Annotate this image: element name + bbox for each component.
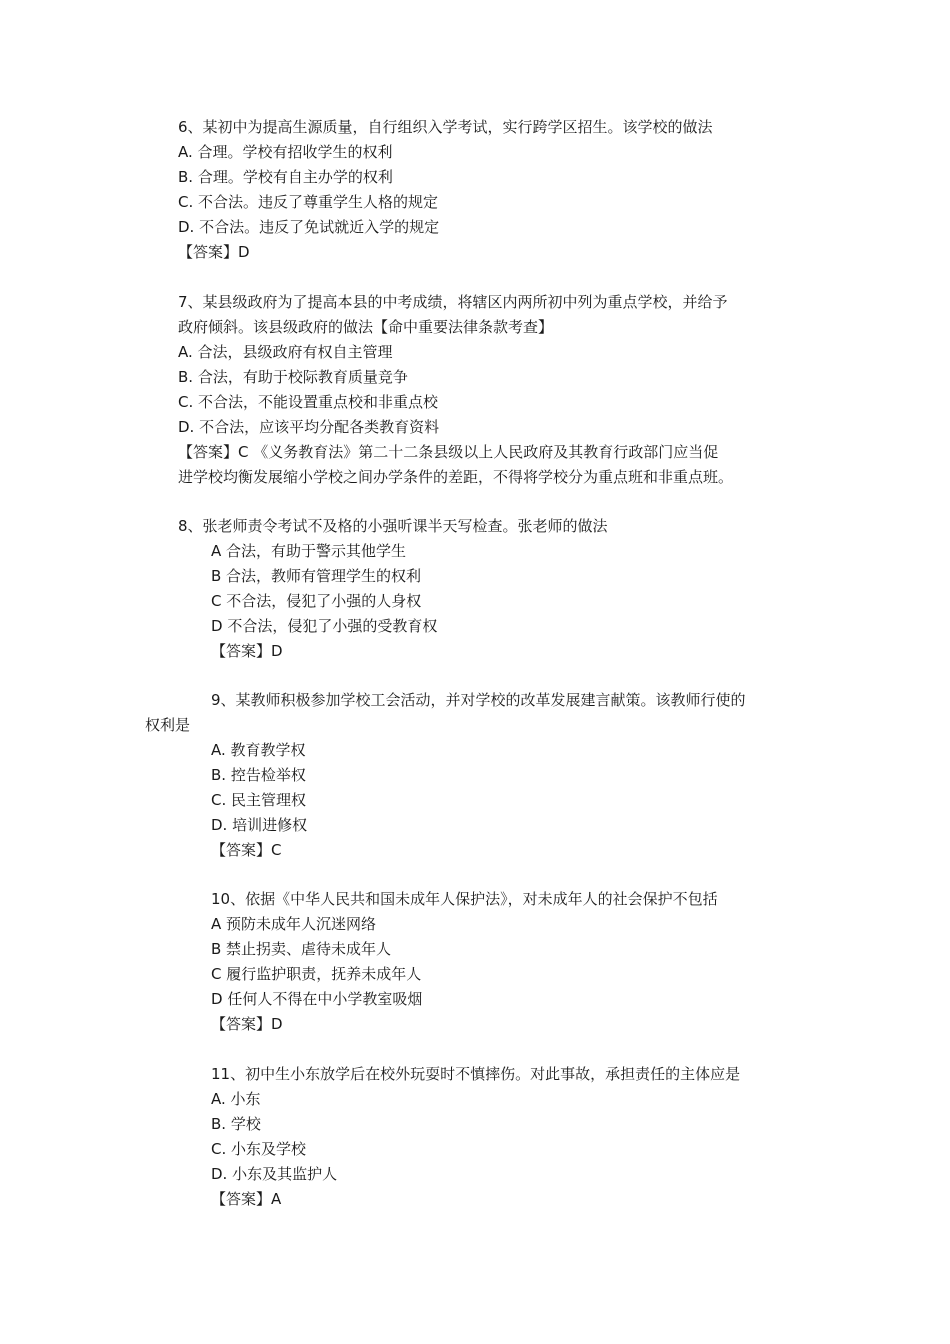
q11-option-b: B. 学校 xyxy=(211,1115,261,1133)
q8-option-c: C 不合法，侵犯了小强的人身权 xyxy=(211,592,422,610)
q10-option-d: D 任何人不得在中小学教室吸烟 xyxy=(211,990,423,1008)
q10-option-c: C 履行监护职责，抚养未成年人 xyxy=(211,965,422,983)
q9-stem-line2: 权利是 xyxy=(145,716,191,734)
q9-option-a: A. 教育教学权 xyxy=(211,741,306,759)
q9-option-b: B. 控告检举权 xyxy=(211,766,306,784)
q7-stem-line1: 7、某县级政府为了提高本县的中考成绩，将辖区内两所初中列为重点学校，并给予 xyxy=(178,293,728,311)
q11-option-a: A. 小东 xyxy=(211,1090,261,1108)
q10-stem: 10、依据《中华人民共和国未成年人保护法》，对未成年人的社会保护不包括 xyxy=(211,890,718,908)
q6-option-a: A. 合理。学校有招收学生的权利 xyxy=(178,143,393,161)
q6-option-d: D. 不合法。违反了免试就近入学的规定 xyxy=(178,218,440,236)
q11-option-c: C. 小东及学校 xyxy=(211,1140,307,1158)
q9-option-c: C. 民主管理权 xyxy=(211,791,307,809)
q7-answer-line1: 【答案】C 《义务教育法》第二十二条县级以上人民政府及其教育行政部门应当促 xyxy=(178,443,719,461)
q7-option-d: D. 不合法，应该平均分配各类教育资料 xyxy=(178,418,440,436)
q10-option-a: A 预防未成年人沉迷网络 xyxy=(211,915,377,933)
q6-stem: 6、某初中为提高生源质量，自行组织入学考试，实行跨学区招生。该学校的做法 xyxy=(178,118,713,136)
q11-stem: 11、初中生小东放学后在校外玩耍时不慎摔伤。对此事故，承担责任的主体应是 xyxy=(211,1065,741,1083)
q7-stem-line2: 政府倾斜。该县级政府的做法【命中重要法律条款考查】 xyxy=(178,318,554,336)
q8-option-a: A 合法，有助于警示其他学生 xyxy=(211,542,407,560)
q11-option-d: D. 小东及其监护人 xyxy=(211,1165,338,1183)
q11-answer: 【答案】A xyxy=(211,1190,282,1208)
q9-stem-line1: 9、某教师积极参加学校工会活动，并对学校的改革发展建言献策。该教师行使的 xyxy=(211,691,746,709)
q7-option-c: C. 不合法，不能设置重点校和非重点校 xyxy=(178,393,439,411)
q9-answer: 【答案】C xyxy=(211,841,282,859)
q10-answer: 【答案】D xyxy=(211,1015,283,1033)
q10-option-b: B 禁止拐卖、虐待未成年人 xyxy=(211,940,392,958)
q7-option-a: A. 合法，县级政府有权自主管理 xyxy=(178,343,393,361)
q6-option-c: C. 不合法。违反了尊重学生人格的规定 xyxy=(178,193,439,211)
q6-answer: 【答案】D xyxy=(178,243,250,261)
q8-option-d: D 不合法，侵犯了小强的受教育权 xyxy=(211,617,438,635)
q7-option-b: B. 合法，有助于校际教育质量竞争 xyxy=(178,368,408,386)
q8-answer: 【答案】D xyxy=(211,642,283,660)
q8-stem: 8、张老师责令考试不及格的小强听课半天写检查。张老师的做法 xyxy=(178,517,608,535)
q6-option-b: B. 合理。学校有自主办学的权利 xyxy=(178,168,393,186)
q9-option-d: D. 培训进修权 xyxy=(211,816,308,834)
q8-option-b: B 合法，教师有管理学生的权利 xyxy=(211,567,422,585)
q7-answer-line2: 进学校均衡发展缩小学校之间办学条件的差距，不得将学校分为重点班和非重点班。 xyxy=(178,468,734,486)
